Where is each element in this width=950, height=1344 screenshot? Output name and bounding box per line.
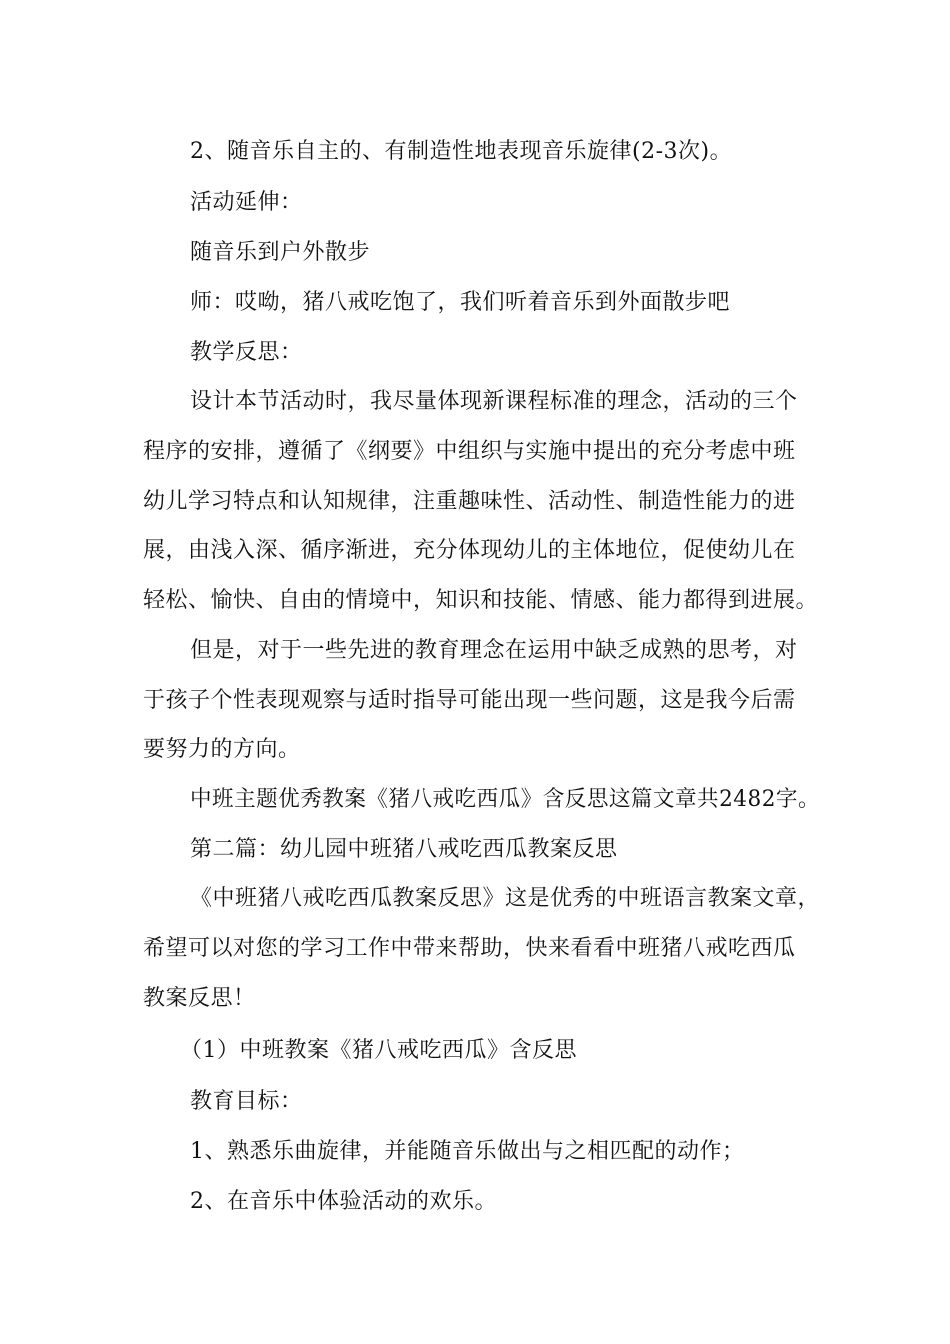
text-line: 随音乐到户外散步 <box>190 240 371 265</box>
text-line: 希望可以对您的学习工作中带来帮助，快来看看中班猪八戒吃西瓜 <box>143 936 796 961</box>
text-line: 但是，对于一些先进的教育理念在运用中缺乏成熟的思考，对 <box>190 638 798 663</box>
text-line: 于孩子个性表现观察与适时指导可能出现一些问题，这是我今后需 <box>143 688 796 713</box>
text-line: 教育目标： <box>190 1089 303 1114</box>
text-line: 设计本节活动时，我尽量体现新课程标准的理念，活动的三个 <box>190 389 798 414</box>
text-line: 教学反思： <box>190 340 303 365</box>
text-line: 第二篇：幼儿园中班猪八戒吃西瓜教案反思 <box>190 837 618 862</box>
text-line: 中班主题优秀教案《猪八戒吃西瓜》含反思这篇文章共2482字。 <box>190 787 821 812</box>
text-line: 2、随音乐自主的、有制造性地表现音乐旋律(2-3次)。 <box>190 139 733 164</box>
text-line: 幼儿学习特点和认知规律，注重趣味性、活动性、制造性能力的进 <box>143 489 796 514</box>
text-line: （1）中班教案《猪八戒吃西瓜》含反思 <box>180 1038 577 1063</box>
text-line: 2、在音乐中体验活动的欢乐。 <box>190 1189 497 1214</box>
text-line: 要努力的方向。 <box>143 737 301 762</box>
text-line: 教案反思！ <box>143 986 256 1011</box>
text-line: 轻松、愉快、自由的情境中，知识和技能、情感、能力都得到进展。 <box>143 588 819 613</box>
text-line: 程序的安排，遵循了《纲要》中组织与实施中提出的充分考虑中班 <box>143 439 796 464</box>
text-line: 1、熟悉乐曲旋律，并能随音乐做出与之相匹配的动作； <box>190 1139 745 1164</box>
text-line: 师：哎呦，猪八戒吃饱了，我们听着音乐到外面散步吧 <box>190 290 731 315</box>
text-line: 展，由浅入深、循序渐进，充分体现幼儿的主体地位，促使幼儿在 <box>143 538 796 563</box>
text-line: 《中班猪八戒吃西瓜教案反思》这是优秀的中班语言教案文章， <box>190 886 821 911</box>
text-line: 活动延伸： <box>190 190 303 215</box>
